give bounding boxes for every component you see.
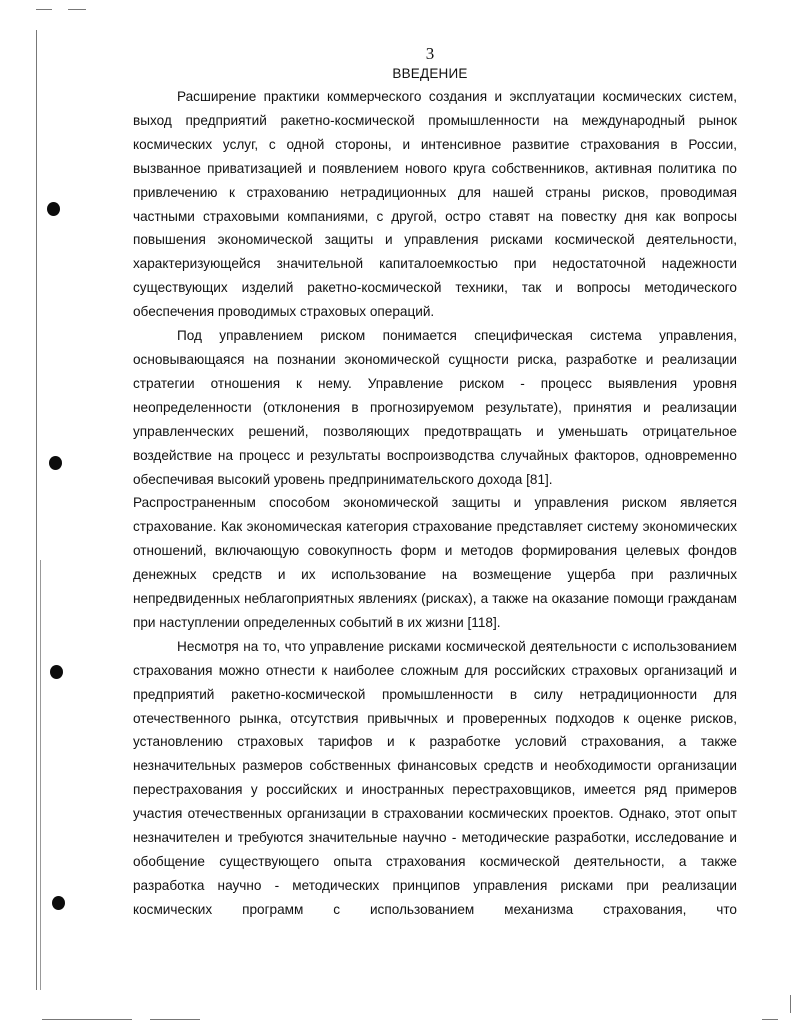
paragraph: Распространенным способом экономической защиты и управления риском является страхование. Как экономическая категория страхование представляет систему экономических отношений, включающую совокупность форм и методов формирования целевых фондов денежных средств и их использование на возмещение ущерба при различных непредвиденных неблагоприятных явлениях (рисках), а также на оказание помощи гражданам при наступлении определенных событий в их жизни [118].: [133, 495, 737, 630]
scan-top-mark: [68, 9, 86, 10]
scan-bottom-mark: [42, 1019, 132, 1020]
scan-edge-line: [40, 560, 41, 990]
scan-edge-line: [36, 30, 37, 990]
punch-hole: [50, 665, 63, 679]
body-text: [133, 85, 737, 922]
paragraph: Несмотря на то, что управление рисками космической деятельности с использованием страхования можно отнести к наиболее сложным для российских страховых организаций и предприятий ракетно-космической промышленности в силу нетрадиционности для отечественного рынка, отсутствия привычных и проверенных подходов к оценке рисков, установлению страховых тарифов и к разработке условий страхования, а также незначительных размеров собственных финансовых средств и необходимости организации перестрахования у российских и иностранных перестраховщиков, имеется ряд примеров участия отечественных организации в страховании космических проектов. Однако, этот опыт незначителен и требуются значительные научно - методические разработки, исследование и обобщение существующего опыта страхования космической деятельности, а также разработка научно - методических принципов управления рисками при реализации космических программ с использованием механизма страхования, что: [133, 638, 737, 917]
punch-hole: [52, 896, 65, 910]
scan-top-mark: [36, 9, 52, 10]
punch-hole: [47, 202, 60, 216]
scan-right-mark: [790, 995, 791, 1013]
section-heading: ВВЕДЕНИЕ: [392, 66, 468, 81]
scan-bottom-mark: [762, 1019, 778, 1020]
page-number: 3: [425, 44, 435, 63]
paragraph: Под управлением риском понимается специфическая система управления, основывающаяся на познании экономической сущности риска, разработке и реализации стратегии отношения к нему. Управление риском - процесс выявления уровня неопределенности (отклонения в прогнозируемом результате), принятия и реализации управленческих решений, позволяющих предотвращать и уменьшать отрицательное воздействие на процесс и результаты воспроизводства случайных факторов, одновременно обеспечивая высокий уровень предпринимательского дохода [81].: [133, 328, 737, 487]
paragraph: Расширение практики коммерческого создания и эксплуатации космических систем, выход предприятий ракетно-космической промышленности на международный рынок космических услуг, с одной стороны, и интенсивное развитие страхования в России, вызванное приватизацией и появлением нового круга собственников, активная политика по привлечению к страхованию нетрадиционных для нашей страны рисков, проводимая частными страховыми компаниями, с другой, остро ставят на повестку дня как вопросы повышения экономической защиты и управления рисками космической деятельности, характеризующейся значительной капиталоемкостью при недостаточной надежности существующих изделий ракетно-космической техники, так и вопросы методического обеспечения проводимых страховых операций.: [133, 89, 737, 320]
scan-bottom-mark: [150, 1019, 200, 1020]
punch-hole: [49, 456, 62, 470]
